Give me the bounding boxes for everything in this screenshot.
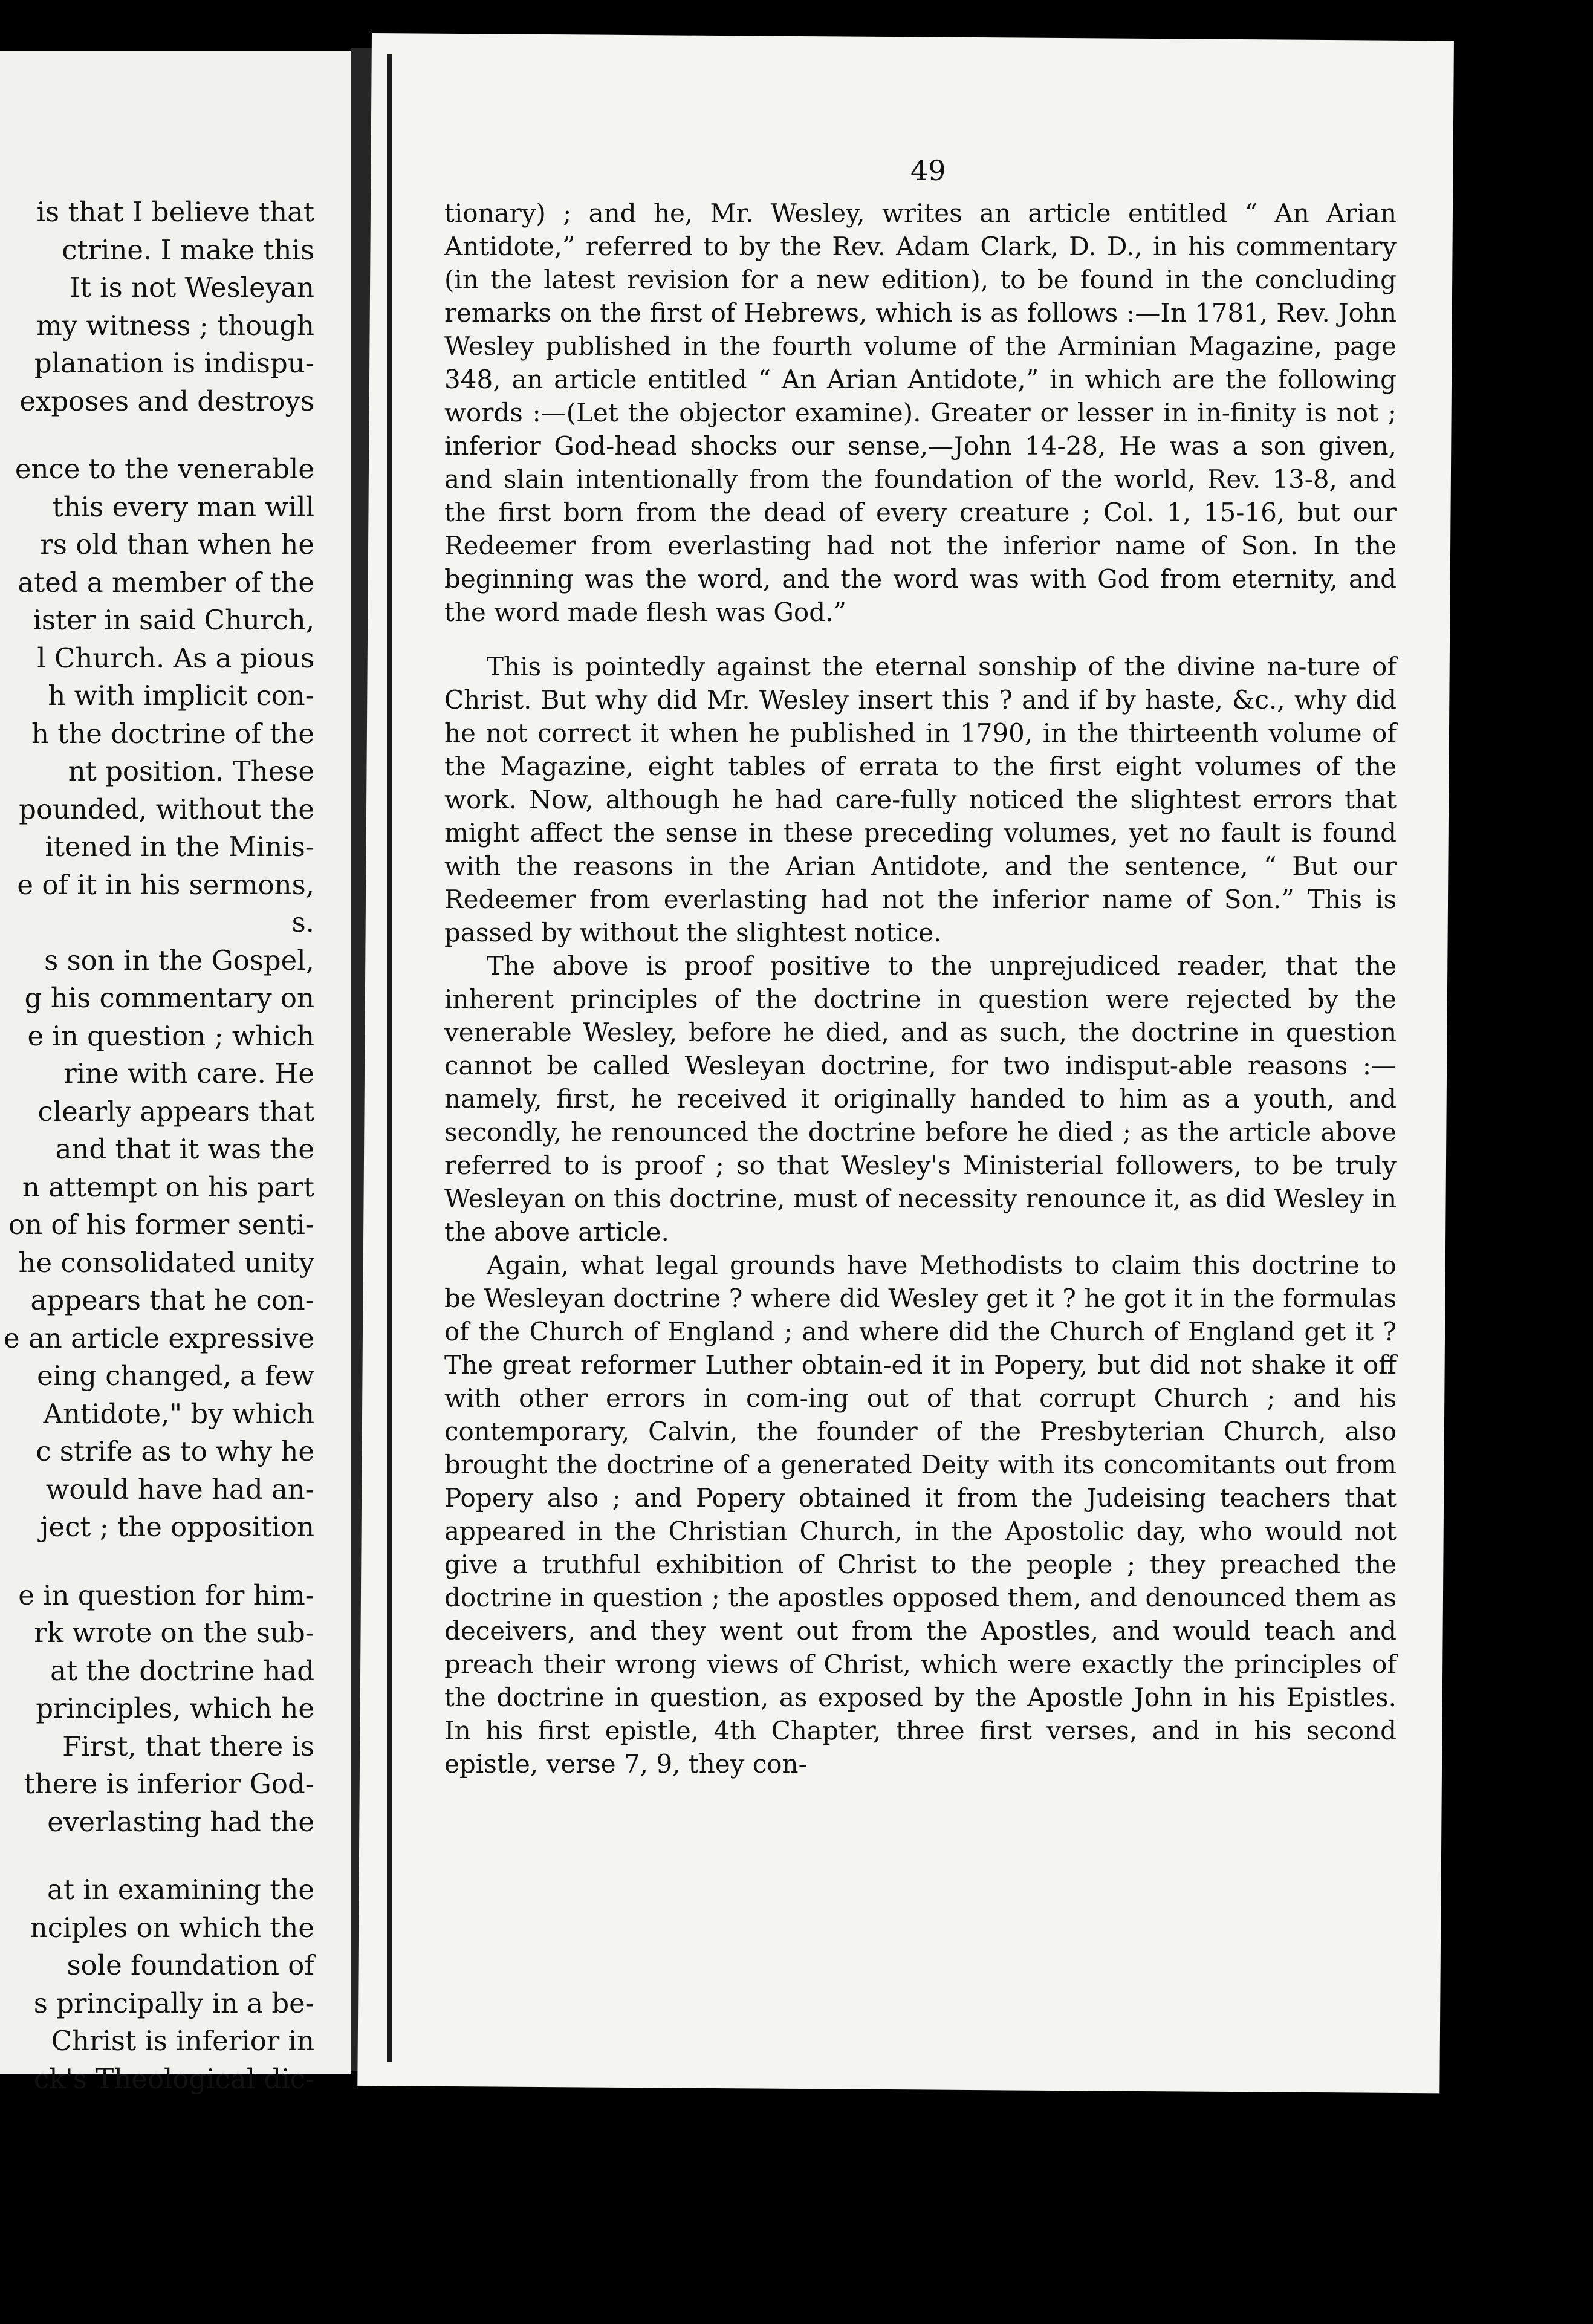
- left-column-line: itened in the Minis-: [45, 831, 314, 863]
- left-column-line: Antidote," by which: [43, 1397, 314, 1430]
- left-column-line: ject ; the opposition: [40, 1511, 314, 1543]
- left-column-line: everlasting had the: [47, 1805, 314, 1838]
- paragraph: The above is proof positive to the unprejudiced reader, that the inherent principles of the doctrine in question were rejected by the venerable Wesley, before he died, and as such, the doctrine in question cannot be called Wesleyan doctrine, for two indisput-able reasons :—namely, first, he received it originally handed to him as a youth, and secondly, he renounced the doctrine before he died ; as the article above referred to is proof ; so that Wesley's Ministerial followers, to be truly Wesleyan on this doctrine, must of necessity renounce it, as did Wesley in the above article.: [444, 951, 1397, 1247]
- left-column-line: First, that there is: [62, 1730, 314, 1762]
- left-column-line: would have had an-: [45, 1473, 314, 1505]
- left-column-line: sole foundation of: [67, 1949, 314, 1981]
- left-column-line: and that it was the: [55, 1133, 314, 1165]
- left-column-line: nciples on which the: [30, 1911, 314, 1944]
- paragraph-gap: [0, 420, 314, 450]
- left-column-line: ated a member of the: [18, 566, 314, 599]
- paragraph-gap: [0, 1547, 314, 1577]
- left-column-line: It is not Wesleyan: [70, 271, 314, 303]
- left-column-line: rs old than when he: [40, 528, 314, 560]
- left-column-line: e in question ; which: [27, 1019, 314, 1052]
- paragraph: This is pointedly against the eternal sonship of the divine na-ture of Christ. But why did Mr. Wesley insert this ? and if by haste, &c., why did he not correct it when he published in 1790, in the thirteenth volume of the Magazine, eight tables of errata to the first eight volumes of the work. Now, although he had care-fully noticed the slightest errors that might affect the sense in these preceding volumes, yet no fault is found with the reasons in the Arian Antidote, and the sentence, “ But our Redeemer from everlasting had not the inferior name of Son.” This is passed by without the slightest notice.: [444, 652, 1397, 947]
- left-column-line: s principally in a be-: [33, 1987, 314, 2019]
- left-column-line: is that I believe that: [36, 196, 314, 228]
- left-column-line: my witness ; though: [36, 309, 314, 342]
- left-column-line: g his commentary on: [24, 982, 314, 1014]
- left-column-line: exposes and destroys: [19, 385, 314, 417]
- left-column-line: nt position. These: [68, 755, 314, 787]
- page-edge-line: [387, 54, 392, 2062]
- right-column-text: [444, 196, 1397, 1780]
- left-column-line: he consolidated unity: [18, 1246, 314, 1279]
- left-column-line: rine with care. He: [63, 1057, 314, 1089]
- left-column-line: at in examining the: [47, 1874, 314, 1906]
- left-column-line: e in question for him-: [18, 1579, 314, 1611]
- paragraph-gap: [0, 1841, 314, 1871]
- left-column-line: principles, which he: [36, 1692, 314, 1724]
- paragraph: tionary) ; and he, Mr. Wesley, writes an article entitled “ An Arian Antidote,” referred to by the Rev. Adam Clark, D. D., in his commentary (in the latest revision for a new edition), to be found in the concluding remarks on the first of Hebrews, which is as follows :—In 1781, Rev. John Wesley published in the fourth volume of the Arminian Magazine, page 348, an article entitled “ An Arian Antidote,” in which are the following words :—(Let the objector examine). Greater or lesser in in-finity is not ; inferior God-head shocks our sense,—John 14-28, He was a son given, and slain intentionally from the foundation of the world, Rev. 13-8, and the first born from the dead of every creature ; Col. 1, 15-16, but our Redeemer from everlasting had not the inferior name of Son. In the beginning was the word, and the word was with God from eternity, and the word made flesh was God.”: [444, 198, 1397, 627]
- left-column-text: [0, 193, 314, 2098]
- left-column-line: h the doctrine of the: [31, 717, 314, 750]
- left-column-line: pounded, without the: [19, 793, 314, 825]
- left-column-line: s son in the Gospel,: [44, 944, 314, 976]
- left-column-line: at the doctrine had: [50, 1654, 314, 1687]
- left-column-line: appears that he con-: [30, 1284, 314, 1316]
- left-column-line: ctrine. I make this: [62, 233, 314, 266]
- left-column-line: ck's Theological dic-: [34, 2062, 314, 2095]
- left-column-line: e of it in his sermons,: [17, 868, 314, 901]
- left-column-line: l Church. As a pious: [37, 641, 314, 674]
- left-column-line: n attempt on his part: [22, 1170, 314, 1203]
- left-column-line: there is inferior God-: [24, 1768, 314, 1800]
- left-column-line: planation is indispu-: [34, 347, 314, 379]
- left-column-line: rk wrote on the sub-: [34, 1617, 314, 1649]
- left-column-line: clearly appears that: [37, 1095, 314, 1128]
- left-column-line: ister in said Church,: [33, 604, 314, 636]
- left-column-line: e an article expressive: [4, 1322, 314, 1354]
- left-column-line: c strife as to why he: [36, 1435, 314, 1467]
- left-column-line: ence to the venerable: [15, 453, 314, 485]
- left-column-line: s.: [291, 906, 314, 938]
- left-column-line: eing changed, a few: [37, 1360, 314, 1392]
- left-column-line: this every man will: [52, 490, 314, 523]
- left-column-line: on of his former senti-: [8, 1209, 314, 1241]
- paragraph: Again, what legal grounds have Methodists to claim this doctrine to be Wesleyan doctrine ? where did Wesley get it ? he got it in the formulas of the Church of England ; and where did the Church of England get it ? The great reformer Luther obtain-ed it in Popery, but did not shake it off with other errors in com-ing out of that corrupt Church ; and his contemporary, Calvin, the founder of the Presbyterian Church, also brought the doctrine of a generated Deity with its concomitants out from Popery also ; and Popery obtained it from the Judeising teachers that appeared in the Christian Church, in the Apostolic day, who would not give a truthful exhibition of Christ to the people ; they preached the doctrine in question ; the apostles opposed them, and denounced them as deceivers, and they went out from the Apostles, and would teach and preach their wrong views of Christ, which were exactly the principles of the doctrine in question, as exposed by the Apostle John in his Epistles. In his first epistle, 4th Chapter, three first verses, and in his second epistle, verse 7, 9, they con-: [444, 1250, 1397, 1779]
- page-number: 49: [910, 154, 946, 187]
- left-column-line: h with implicit con-: [48, 680, 314, 712]
- left-column-line: Christ is inferior in: [51, 2025, 314, 2057]
